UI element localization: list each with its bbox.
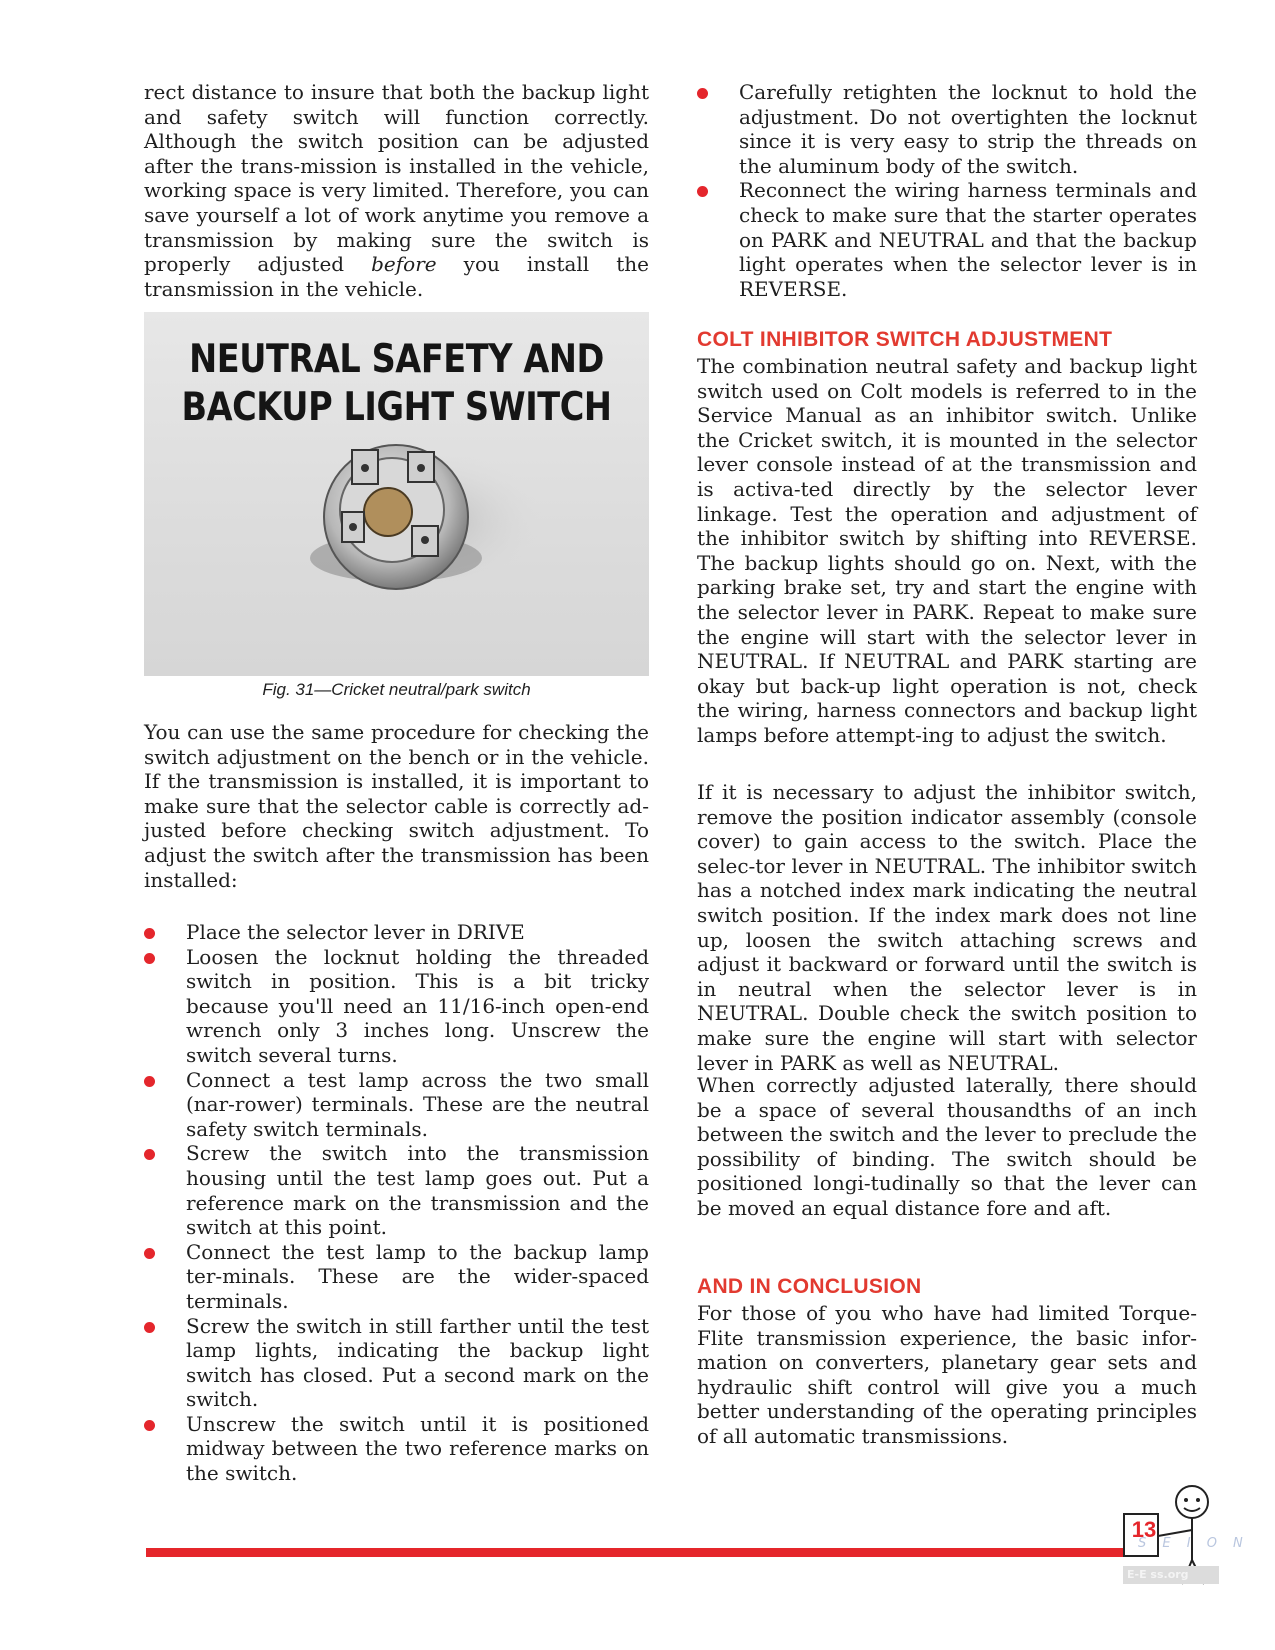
bullet-icon [144, 928, 155, 939]
lateral-paragraph: When correctly adjusted laterally, there should be a space of several thousandths of an inch between the switch and the lever to preclude the possibility of binding. The switch should be positioned longi-tudinally so that the lever can be moved an equal distance fore and aft. [697, 1073, 1197, 1220]
list-item: Screw the switch into the transmission housing until the test lamp goes out. Put a reference mark on the transmission and the switch at this point. [144, 1141, 649, 1239]
page-number: 13 [1131, 1517, 1157, 1542]
photo-title-line-2: BACKUP LIGHT SWITCH [181, 385, 612, 430]
bullet-icon [144, 1076, 155, 1087]
list-item: Connect a test lamp across the two small (nar-rower) terminals. These are the neutral safety switch terminals. [144, 1068, 649, 1142]
colt-paragraph: The combination neutral safety and backup light switch used on Colt models is referred to in the Service Manual as an inhibitor switch. Unlike the Cricket switch, it is mounted in the selector lever console instead of at the transmission and is activa-ted directly by the selector lever linkage. Test the operation and adjustment of the inhibitor switch by shifting into REVERSE. The backup lights should go on. Next, with the parking brake set, try and start the engine with the selector lever in PARK. Repeat to make sure the engine will start with the selector lever in NEUTRAL. If NEUTRAL and PARK starting are okay but back-up light operation is not, check the wiring, harness connectors and backup light lamps before attempt-ing to adjust the switch. [697, 354, 1197, 747]
intro-text-end: you install the transmission in the vehicle. [144, 252, 649, 301]
bullet-icon [144, 953, 155, 964]
bullet-icon [697, 88, 708, 99]
list-item: Unscrew the switch until it is positioned midway between the two reference marks on the switch. [144, 1412, 649, 1486]
list-item: Place the selector lever in DRIVE [144, 920, 649, 945]
list-item: Loosen the locknut holding the threaded switch in position. This is a bit tricky because you'll need an 11/16-inch open-end wrench only 3 inches long. Unscrew the switch several turns. [144, 945, 649, 1068]
list-item: Screw the switch in still farther until the test lamp lights, indicating the backup light switch has closed. Put a second mark on the switch. [144, 1314, 649, 1412]
section-heading-conclusion: AND IN CONCLUSION [697, 1275, 922, 1298]
intro-paragraph [144, 80, 649, 301]
figure-caption: Fig. 31—Cricket neutral/park switch [262, 680, 531, 699]
procedure-paragraph: You can use the same procedure for checking the switch adjustment on the bench or in the vehicle. If the transmission is installed, it is important to make sure that the selector cable is correctly ad-justed before checking switch adjustment. To adjust the switch after the transmission has been installed: [144, 720, 649, 892]
footer-rule [146, 1548, 1146, 1557]
bullet-icon [144, 1149, 155, 1160]
watermark-text: S E I O N [1138, 1536, 1249, 1551]
conclusion-paragraph: For those of you who have had limited Torque-Flite transmission experience, the basic infor-mation on converters, planetary gear sets and hydraulic shift control will give you a much better understanding of the operating principles of all automatic transmissions. [697, 1301, 1197, 1448]
site-badge: E-E ss.org [1123, 1566, 1219, 1584]
left-bullet-list [144, 920, 649, 1486]
intro-text: rect distance to insure that both the backup light and safety switch will function correctly. Although the switch position can be adjusted after the trans-mission is installed in the vehicle, working space is very limited. Therefore, you can save yourself a lot of work anytime you remove a transmission by making sure the switch is properly adjusted [144, 80, 649, 277]
adjust-paragraph: If it is necessary to adjust the inhibitor switch, remove the position indicator assembly (console cover) to gain access to the switch. Place the selec-tor lever in NEUTRAL. The inhibitor switch has a notched index mark indicating the neutral switch position. If the index mark does not line up, loosen the switch attaching screws and adjust it backward or forward until the switch is in neutral when the selector lever is in NEUTRAL. Double check the switch position to make sure the engine will start with selector lever in PARK as well as NEUTRAL. [697, 780, 1197, 1075]
switch-illustration [144, 312, 649, 676]
photo-title-line-1: NEUTRAL SAFETY AND [189, 337, 604, 382]
bullet-icon [144, 1420, 155, 1431]
list-item: Reconnect the wiring harness terminals and check to make sure that the starter operates on PARK and NEUTRAL and that the backup light operates when the selector lever is in REVERSE. [697, 178, 1197, 301]
switch-photo [144, 312, 649, 676]
bullet-icon [697, 186, 708, 197]
list-item: Carefully retighten the locknut to hold the adjustment. Do not overtighten the locknut since it is very easy to strip the threads on the aluminum body of the switch. [697, 80, 1197, 178]
bullet-icon [144, 1248, 155, 1259]
section-heading-colt: COLT INHIBITOR SWITCH ADJUSTMENT [697, 328, 1113, 351]
list-item: Connect the test lamp to the backup lamp ter-minals. These are the wider-spaced terminals. [144, 1240, 649, 1314]
right-bullet-list [697, 80, 1197, 301]
intro-emphasis: before [371, 252, 437, 277]
bullet-icon [144, 1322, 155, 1333]
